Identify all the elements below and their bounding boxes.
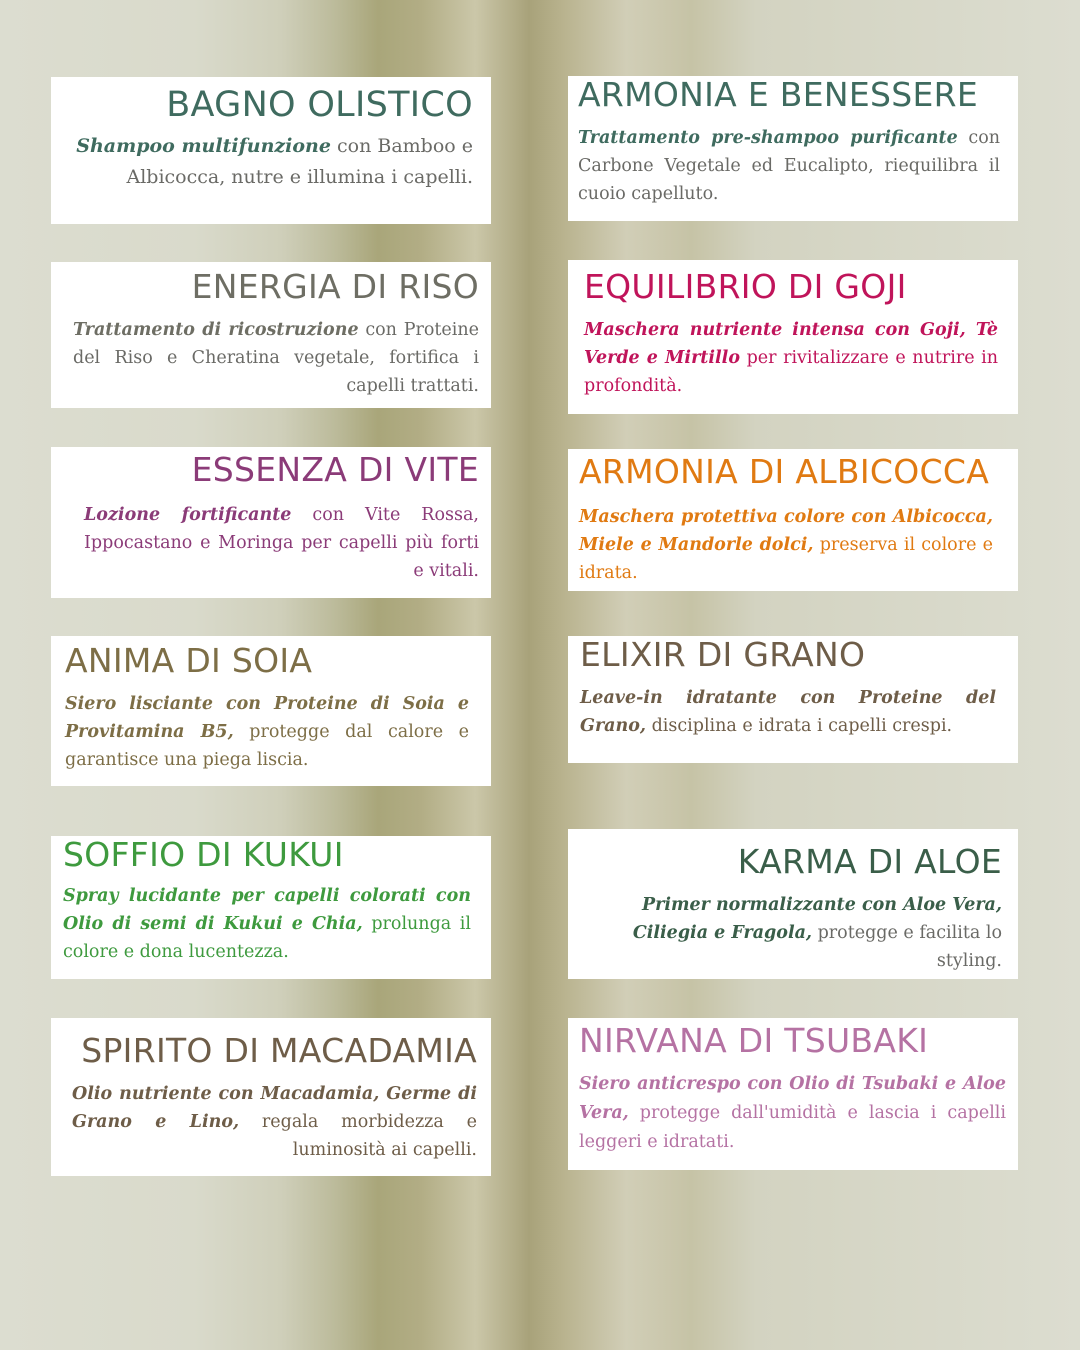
card-highlight: Primer normalizzante con Aloe Vera, Ciliegia e Fragola, [632, 894, 1002, 943]
card-text: protegge e facilita lo styling. [812, 922, 1002, 971]
card-essenza-di-vite [51, 447, 491, 598]
card-description [71, 131, 473, 193]
card-elixir-di-grano [568, 636, 1018, 763]
card-description [63, 882, 471, 966]
card-text: con Bamboo e Albicocca, nutre e illumina i capelli. [126, 135, 473, 189]
card-highlight: Maschera protettiva colore con Albicocca, Miele e Mandorle dolci, [579, 506, 993, 555]
card-text: disciplina e idrata i capelli crespi. [646, 715, 953, 736]
card-title: BAGNO OLISTICO [166, 85, 473, 125]
card-highlight: Olio nutriente con Macadamia, Germe di Grano e Lino, [72, 1083, 477, 1132]
card-nirvana-di-tsubaki [568, 1018, 1018, 1170]
card-highlight: Leave-in idratante con Proteine del Grano, [580, 687, 996, 736]
card-title: ARMONIA DI ALBICOCCA [579, 452, 990, 491]
card-text: con Proteine del Riso e Cheratina vegetale, fortifica i capelli trattati. [73, 319, 479, 396]
card-title: SPIRITO DI MACADAMIA [81, 1031, 477, 1070]
card-title: ARMONIA E BENESSERE [578, 75, 979, 114]
card-armonia-e-benessere [568, 76, 1018, 221]
card-equilibrio-di-goji [568, 260, 1018, 414]
card-description [579, 1070, 1006, 1157]
card-description [65, 690, 469, 774]
card-text: con Vite Rossa, Ippocastano e Moringa per capelli più forti e vitali. [84, 504, 479, 581]
card-title: KARMA DI ALOE [737, 842, 1002, 881]
card-highlight: Trattamento pre-shampoo purificante [578, 127, 958, 148]
card-text: protegge dall'umidità e lascia i capelli leggeri e idratati. [579, 1102, 1006, 1152]
card-title: ENERGIA DI RISO [191, 267, 479, 306]
card-title: NIRVANA DI TSUBAKI [579, 1021, 929, 1060]
card-title: ANIMA DI SOIA [65, 641, 313, 680]
card-highlight: Siero lisciante con Proteine di Soia e Provitamina B5, [65, 693, 469, 742]
card-description [72, 1080, 477, 1164]
card-text: regala morbidezza e luminosità ai capelli. [239, 1111, 477, 1160]
card-anima-di-soia [51, 636, 491, 786]
card-karma-di-aloe [568, 829, 1018, 979]
card-highlight: Maschera nutriente intensa con Goji, Tè Verde e Mirtillo [584, 319, 998, 368]
card-text: preserva il colore e idrata. [579, 534, 993, 583]
card-text: prolunga il colore e dona lucentezza. [63, 913, 471, 962]
card-text: per rivitalizzare e nutrire in profondità. [584, 347, 998, 396]
card-soffio-di-kukui [51, 836, 491, 979]
card-description [578, 124, 1000, 208]
card-description [73, 316, 479, 400]
card-highlight: Siero anticrespo con Olio di Tsubaki e Aloe Vera, [579, 1073, 1006, 1123]
card-title: SOFFIO DI KUKUI [63, 835, 344, 874]
card-description [84, 501, 479, 585]
card-text: protegge dal calore e garantisce una piega liscia. [65, 721, 469, 770]
card-highlight: Shampoo multifunzione [76, 135, 331, 158]
card-bagno-olistico [51, 77, 491, 224]
card-description [584, 316, 998, 400]
card-highlight: Lozione fortificante [84, 504, 292, 525]
card-title: ELIXIR DI GRANO [580, 635, 866, 674]
card-description [580, 891, 1002, 975]
card-description [580, 684, 996, 740]
card-description [579, 503, 993, 587]
card-energia-di-riso [51, 262, 491, 408]
card-highlight: Spray lucidante per capelli colorati con Olio di semi di Kukui e Chia, [63, 885, 471, 934]
card-title: ESSENZA DI VITE [191, 450, 479, 489]
card-title: EQUILIBRIO DI GOJI [584, 267, 907, 306]
card-armonia-di-albicocca [568, 449, 1018, 591]
card-spirito-di-macadamia [51, 1018, 491, 1176]
card-text: con Carbone Vegetale ed Eucalipto, riequilibra il cuoio capelluto. [578, 127, 1001, 204]
card-highlight: Trattamento di ricostruzione [73, 319, 359, 340]
